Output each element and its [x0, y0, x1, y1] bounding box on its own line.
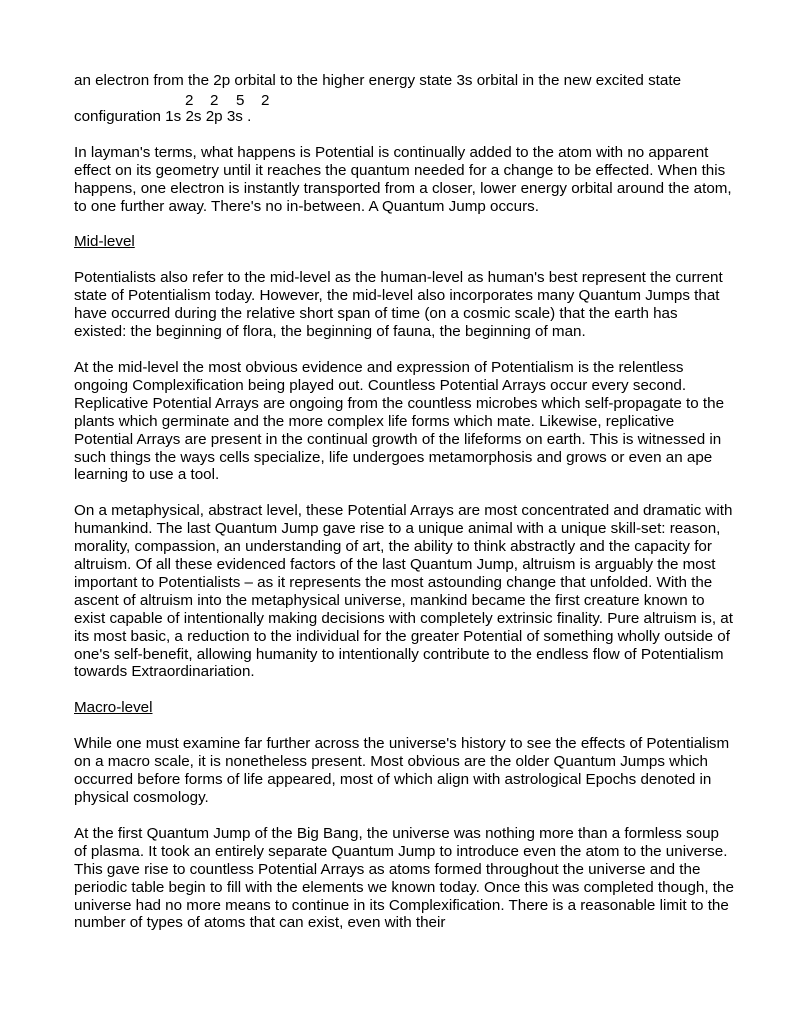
paragraph-electron-configuration — [74, 72, 734, 126]
superscript-2s: 2 — [210, 91, 219, 109]
configuration-line — [74, 91, 270, 126]
document-page — [74, 72, 734, 950]
paragraph-metaphysical: On a metaphysical, abstract level, these Potential Arrays are most concentrated and dramatic with humankind. The last Quantum Jump gave rise to a unique animal with a unique skill-set: reason, morality, compassion, an understanding of art, the ability to think abstractly and the capacity for altruism. Of all these evidenced factors of the last Quantum Jump, altruism is arguably the most important to Potentialists – as it represents the most astounding change that unfolded. With the ascent of altruism into the metaphysical universe, mankind became the first creature known to exist capable of intentionally making decisions with completely extrinsic finality. Pure altruism is, at its most basic, a reduction to the individual for the greater Potential of something wholly outside of one's self-benefit, allowing humanity to intentionally contribute to the endless flow of Potentialism towards Extraordinariation. — [74, 502, 733, 681]
superscript-1s: 2 — [185, 91, 194, 109]
heading-mid-level: Mid-level — [74, 233, 135, 251]
paragraph-complexification: At the mid-level the most obvious evidence and expression of Potentialism is the relentless ongoing Complexification being played out. Countless Potential Arrays occur every second. Replicative Potential Arrays are ongoing from the countless microbes which self-propagate to the plants which germinate and the more complex life forms which mate. Likewise, replicative Potential Arrays are present in the continual growth of the lifeforms on earth. This is witnessed in such things the ways cells specialize, life undergoes metamorphosis and grows or even an ape learning to use a tool. — [74, 358, 725, 484]
configuration-text: configuration 1s 2s 2p 3s . — [74, 107, 252, 125]
heading-macro-level: Macro-level — [74, 699, 153, 717]
superscript-2p: 5 — [236, 91, 245, 109]
paragraph-big-bang: At the first Quantum Jump of the Big Bang, the universe was nothing more than a formless soup of plasma. It took an entirely separate Quantum Jump to introduce even the atom to the universe. This gave rise to countless Potential Arrays as atoms formed throughout the universe and the periodic table begin to fill with the elements we known today. Once this was completed though, the universe had no more means to continue in its Complexification. There is a reasonable limit to the number of types of atoms that can exist, even with their — [74, 824, 734, 932]
paragraph-potentialists-mid-level: Potentialists also refer to the mid-level as the human-level as human's best represent the current state of Potentialism today. However, the mid-level also incorporates many Quantum Jumps that have occurred during the relative short span of time (on a cosmic scale) that the earth has existed: the beginning of flora, the beginning of fauna, the beginning of man. — [74, 269, 723, 341]
paragraph-macro-scale: While one must examine far further across the universe's history to see the effects of Potentialism on a macro scale, it is nonetheless present. Most obvious are the older Quantum Jumps which occurred before forms of life appeared, most of which align with astrological Epochs denoted in physical cosmology. — [74, 735, 730, 806]
paragraph-laymans-terms: In layman's terms, what happens is Potential is continually added to the atom with no apparent effect on its geometry until it reaches the quantum needed for a change to be effected. When this happens, one electron is instantly transported from a closer, lower energy orbital around the atom, to one further away. There's no in-between. A Quantum Jump occurs. — [74, 143, 732, 215]
superscript-3s: 2 — [261, 91, 270, 109]
paragraph-line-1: an electron from the 2p orbital to the higher energy state 3s orbital in the new excited state — [74, 72, 682, 89]
